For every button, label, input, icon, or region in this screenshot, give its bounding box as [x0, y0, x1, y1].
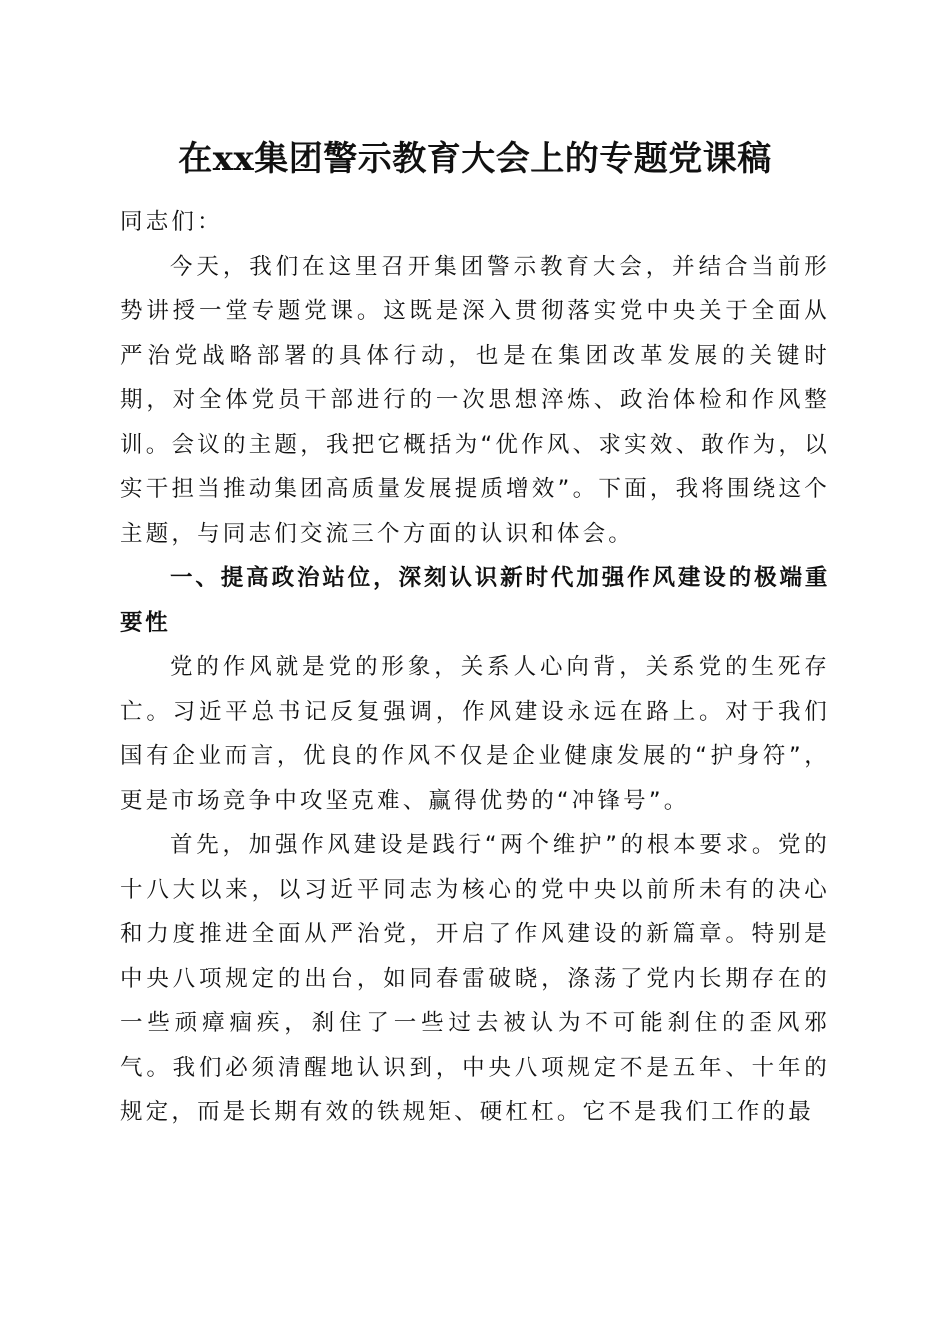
- section-paragraph: 首先，加强作风建设是践行“两个维护”的根本要求。党的十八大以来，以习近平同志为核心的党中央以前所未有的决心和力度推进全面从严治党，开启了作风建设的新篇章。特别是中央八项规定的出台，如同春雷破晓，涤荡了党内长期存在的一些顽瘴痼疾，刹住了一些过去被认为不可能刹住的歪风邪气。我们必须清醒地认识到，中央八项规定不是五年、十年的规定，而是长期有效的铁规矩、硬杠杠。它不是我们工作的最: [120, 832, 830, 1125]
- document-title: 在xx集团警示教育大会上的专题党课稿: [178, 139, 772, 179]
- salutation: 同志们：: [120, 209, 223, 235]
- section-paragraph: 党的作风就是党的形象，关系人心向背，关系党的生死存亡。习近平总书记反复强调，作风建设永远在路上。对于我们国有企业而言，优良的作风不仅是企业健康发展的“护身符”，更是市场竞争中攻坚克难、赢得优势的“冲锋号”。: [120, 654, 830, 814]
- section-heading: 一、提高政治站位，深刻认识新时代加强作风建设的极端重要性: [120, 565, 830, 636]
- intro-paragraph: 今天，我们在这里召开集团警示教育大会，并结合当前形势讲授一堂专题党课。这既是深入贯彻落实党中央关于全面从严治党战略部署的具体行动，也是在集团改革发展的关键时期，对全体党员干部进行的一次思想淬炼、政治体检和作风整训。会议的主题，我把它概括为“优作风、求实效、敢作为，以实干担当推动集团高质量发展提质增效”。下面，我将围绕这个主题，与同志们交流三个方面的认识和体会。: [120, 253, 830, 547]
- document-body: [120, 200, 830, 1135]
